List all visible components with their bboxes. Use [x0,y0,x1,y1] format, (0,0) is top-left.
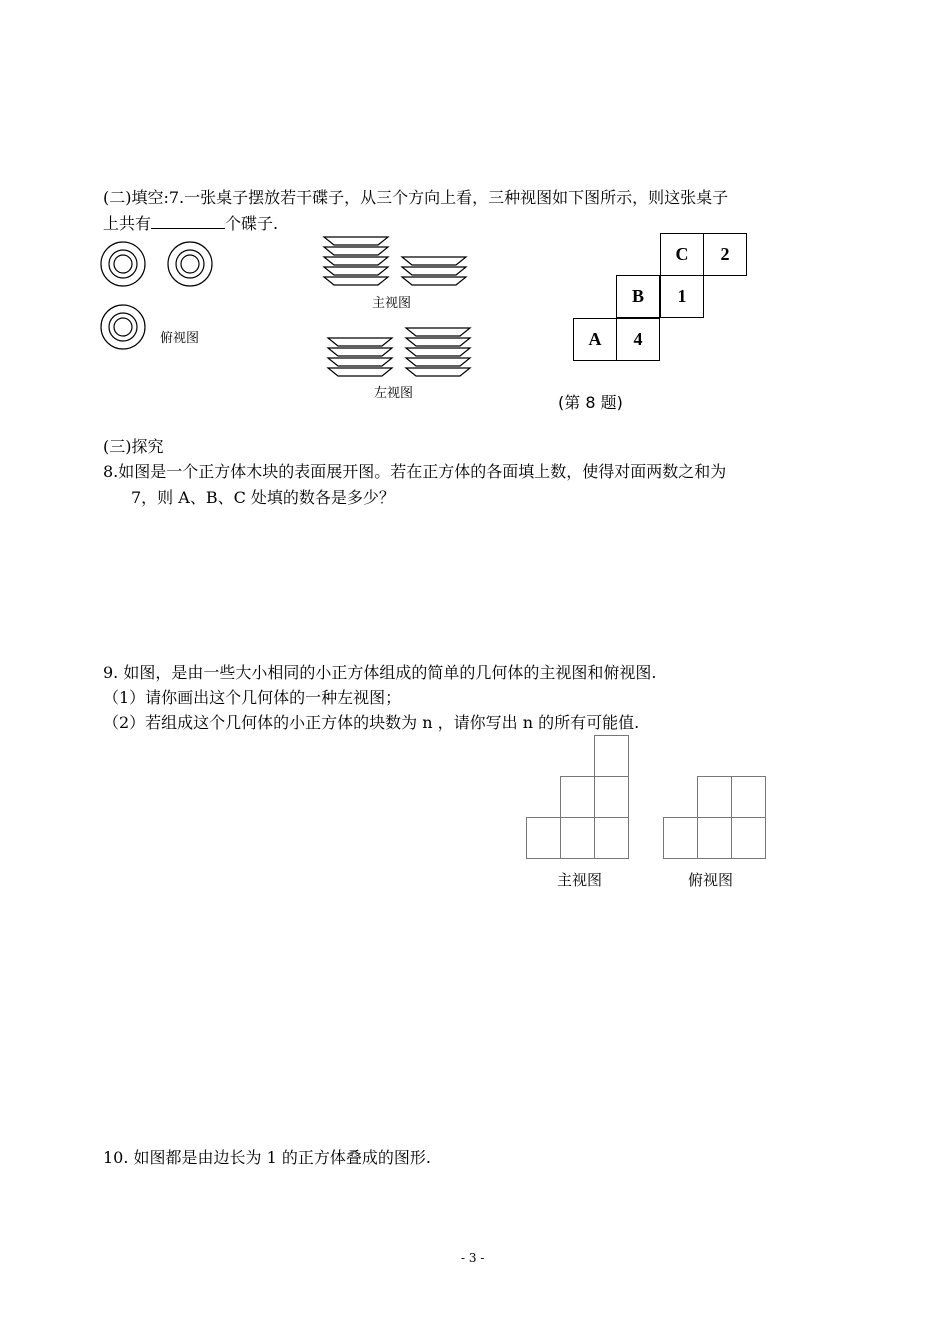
left-view-plates [326,324,476,384]
q9-line1: 9. 如图，是由一些大小相同的小正方体组成的简单的几何体的主视图和俯视图. [103,663,657,682]
q9-line3: （2）若组成这个几何体的小正方体的块数为 n ，请你写出 n 的所有可能值. [103,713,640,732]
top-view-cell [663,817,698,859]
section-heading: (三)探究 [103,437,164,456]
q9-line2: （1）请你画出这个几何体的一种左视图； [103,688,402,707]
page-number: - 3 - [461,1251,485,1265]
top-view-caption: 俯视图 [160,331,200,346]
top-view-cell [697,776,732,818]
q7-line2-before: 上共有 [103,214,152,233]
q8-line1: 8.如图是一个正方体木块的表面展开图。若在正方体的各面填上数，使得对面两数之和为 [103,462,727,481]
net-cell-b: B [616,275,660,318]
net-cell-2: 2 [703,233,747,276]
top-view-cell [697,817,732,859]
q7-line2-after: 个碟子. [225,214,279,233]
front-view-cell [594,817,629,859]
net-cell-1: 1 [660,275,704,318]
q9-top-caption: 俯视图 [688,871,734,889]
front-view-cell [526,817,561,859]
net-caption: (第 8 题) [558,393,623,412]
q7-line2 [103,214,278,234]
front-view-cell [594,735,629,777]
q7-line1: (二)填空:7.一张桌子摆放若干碟子，从三个方向上看，三种视图如下图所示，则这张桌子 [103,188,729,207]
q10-line1: 10. 如图都是由边长为 1 的正方体叠成的图形. [103,1148,431,1167]
top-view-cell [731,776,766,818]
front-view-plates [322,233,472,293]
q8-line2: 7，则 A、B、C 处填的数各是多少？ [131,488,395,507]
net-cell-4: 4 [616,318,660,361]
net-cell-c: C [660,233,704,276]
front-view-cell [594,776,629,818]
top-view-cell [731,817,766,859]
front-view-cell [560,817,595,859]
left-view-caption: 左视图 [374,386,414,401]
net-cell-a: A [573,318,617,361]
answer-blank [151,214,225,229]
front-view-caption: 主视图 [372,296,412,311]
front-view-cell [560,776,595,818]
q9-front-caption: 主视图 [557,871,603,889]
